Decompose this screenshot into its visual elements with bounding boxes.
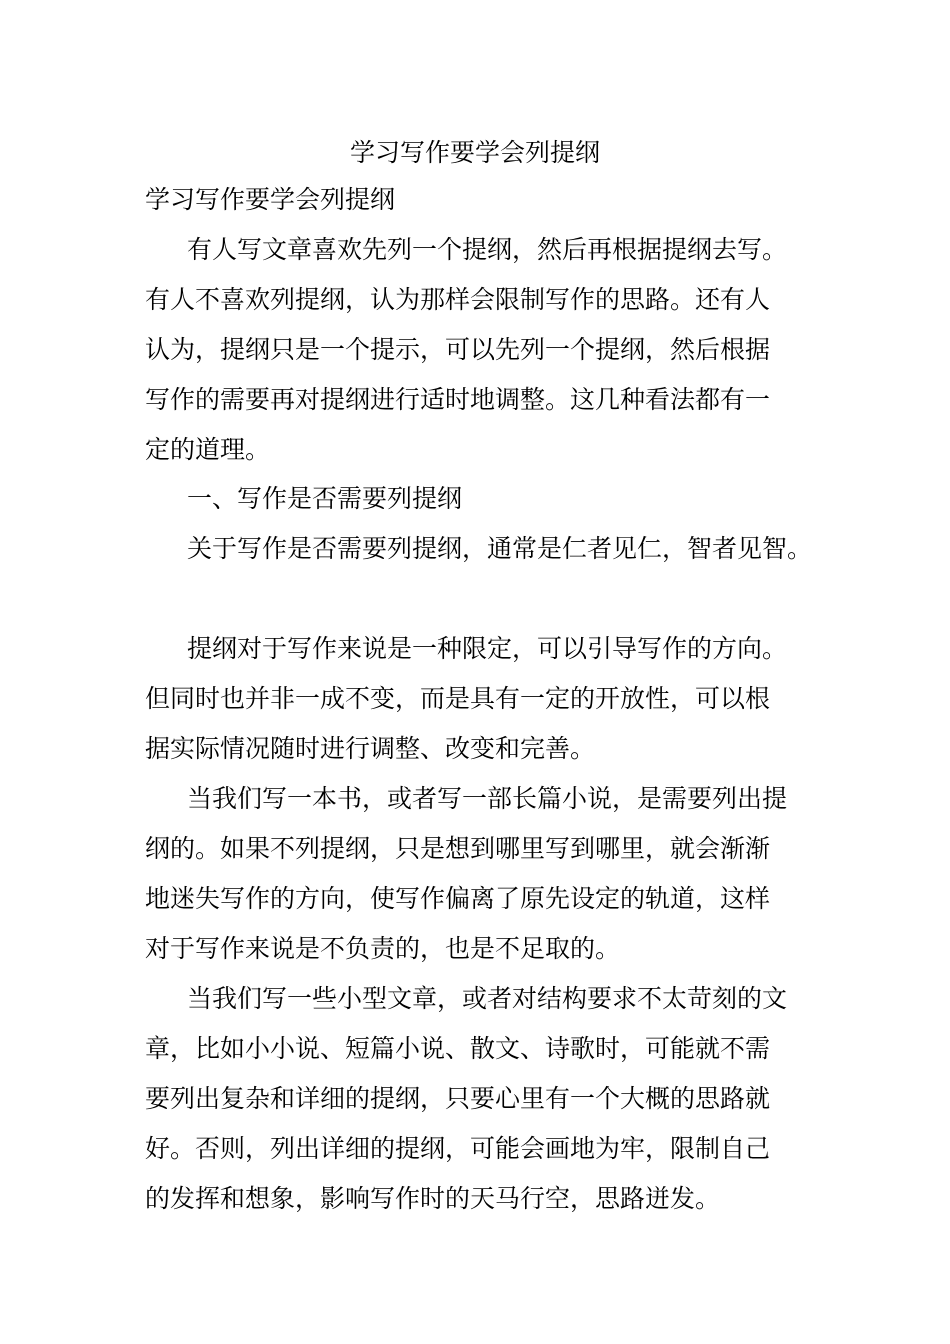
paragraph-line: 认为，提纲只是一个提示，可以先列一个提纲，然后根据 xyxy=(145,335,771,364)
paragraph-line: 要列出复杂和详细的提纲，只要心里有一个大概的思路就 xyxy=(145,1084,771,1113)
paragraph-line: 写作的需要再对提纲进行适时地调整。这几种看法都有一 xyxy=(145,385,771,414)
paragraph-line: 的发挥和想象，影响写作时的天马行空，思路迸发。 xyxy=(145,1184,721,1213)
paragraph-line: 有人不喜欢列提纲，认为那样会限制写作的思路。还有人 xyxy=(145,285,771,314)
paragraph-line: 地迷失写作的方向，使写作偏离了原先设定的轨道，这样 xyxy=(145,884,771,913)
paragraph-line: 但同时也并非一成不变，而是具有一定的开放性，可以根 xyxy=(145,684,771,713)
document-subtitle: 学习写作要学会列提纲 xyxy=(145,185,396,214)
paragraph-line: 关于写作是否需要列提纲，通常是仁者见仁，智者见智。 xyxy=(187,534,813,563)
paragraph-line: 好。否则，列出详细的提纲，可能会画地为牢，限制自己 xyxy=(145,1134,771,1163)
section-heading-text: 一、写作是否需要列提纲 xyxy=(187,484,463,513)
paragraph-line: 据实际情况随时进行调整、改变和完善。 xyxy=(145,734,596,763)
paragraph-line: 纲的。如果不列提纲，只是想到哪里写到哪里，就会渐渐 xyxy=(145,834,771,863)
paragraph-line: 有人写文章喜欢先列一个提纲，然后再根据提纲去写。 xyxy=(187,235,788,264)
paragraph-line: 定的道理。 xyxy=(145,435,271,464)
paragraph-line: 当我们写一本书，或者写一部长篇小说，是需要列出提 xyxy=(187,784,788,813)
paragraph-line: 提纲对于写作来说是一种限定，可以引导写作的方向。 xyxy=(187,634,788,663)
paragraph-line: 当我们写一些小型文章，或者对结构要求不太苛刻的文 xyxy=(187,984,788,1013)
paragraph-line: 对于写作来说是不负责的，也是不足取的。 xyxy=(145,934,621,963)
paragraph-line: 章，比如小小说、短篇小说、散文、诗歌时，可能就不需 xyxy=(145,1034,771,1063)
document-title: 学习写作要学会列提纲 xyxy=(349,138,600,167)
